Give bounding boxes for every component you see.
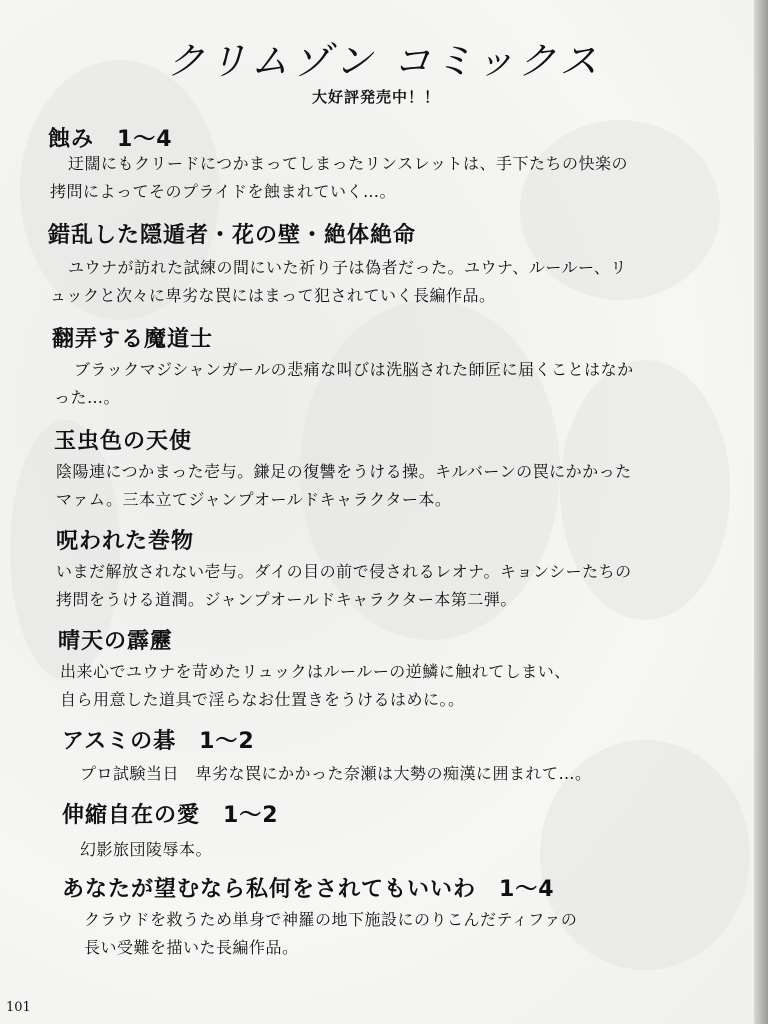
entry-description-line: 幻影旅団陵辱本。 [80,840,213,859]
entry-title: 錯乱した隠遁者・花の壁・絶体絶命 [48,223,417,248]
entry-description-line: プロ試験当日 卑劣な罠にかかった奈瀬は大勢の痴漢に囲まれて…。 [80,764,592,783]
entry-description-line: マァム。三本立てジャンプオールドキャラクター本。 [56,490,452,509]
entry-title: あなたが望むなら私何をされてもいいわ 1〜4 [62,877,555,902]
entry-description-line: 拷問によってそのプライドを蝕まれていく…。 [50,182,397,201]
page-edge-shadow [754,0,768,1024]
entry-description-line: ブラックマジシャンガールの悲痛な叫びは洗脳された師匠に届くことはなか [74,360,634,379]
entry-title: 蝕み 1〜4 [48,127,173,152]
entry-description-line: 出来心でユウナを苛めたリュックはルールーの逆鱗に触れてしまい、 [60,662,571,681]
entry-description-line: クラウドを救うため単身で神羅の地下施設にのりこんだティファの [84,910,578,929]
entry-description-line: 自ら用意した道具で淫らなお仕置きをうけるはめに。。 [60,690,465,709]
entry-title: アスミの碁 1〜2 [62,729,255,754]
page-subtitle: 大好評発売中！！ [312,88,441,106]
page-title: クリムゾン コミックス [166,39,602,83]
page-number: 101 [6,1000,31,1015]
entry-title: 呪われた巻物 [56,529,195,554]
entry-title: 翻弄する魔道士 [52,327,214,352]
entry-description-line: いまだ解放されない壱与。ダイの目の前で侵されるレオナ。キョンシーたちの [56,562,632,581]
entry-description-line: った…。 [54,388,121,407]
entry-description-line: 長い受難を描いた長編作品。 [84,938,299,957]
entry-description-line: 拷問をうける道潤。ジャンプオールドキャラクター本第二弾。 [56,590,517,609]
entry-description-line: ュックと次々に卑劣な罠にはまって犯されていく長編作品。 [50,286,496,305]
entry-title: 伸縮自在の愛 1〜2 [62,803,279,828]
entry-title: 晴天の霹靂 [58,629,174,654]
entry-description-line: ユウナが訪れた試練の間にいた祈り子は偽者だった。ユウナ、ルールー、リ [68,258,627,277]
entry-title: 玉虫色の天使 [54,429,193,454]
entry-description-line: 陰陽連につかまった壱与。鎌足の復讐をうける操。キルバーンの罠にかかった [56,462,632,481]
entry-description-line: 迂闊にもクリードにつかまってしまったリンスレットは、手下たちの快楽の [68,154,629,173]
